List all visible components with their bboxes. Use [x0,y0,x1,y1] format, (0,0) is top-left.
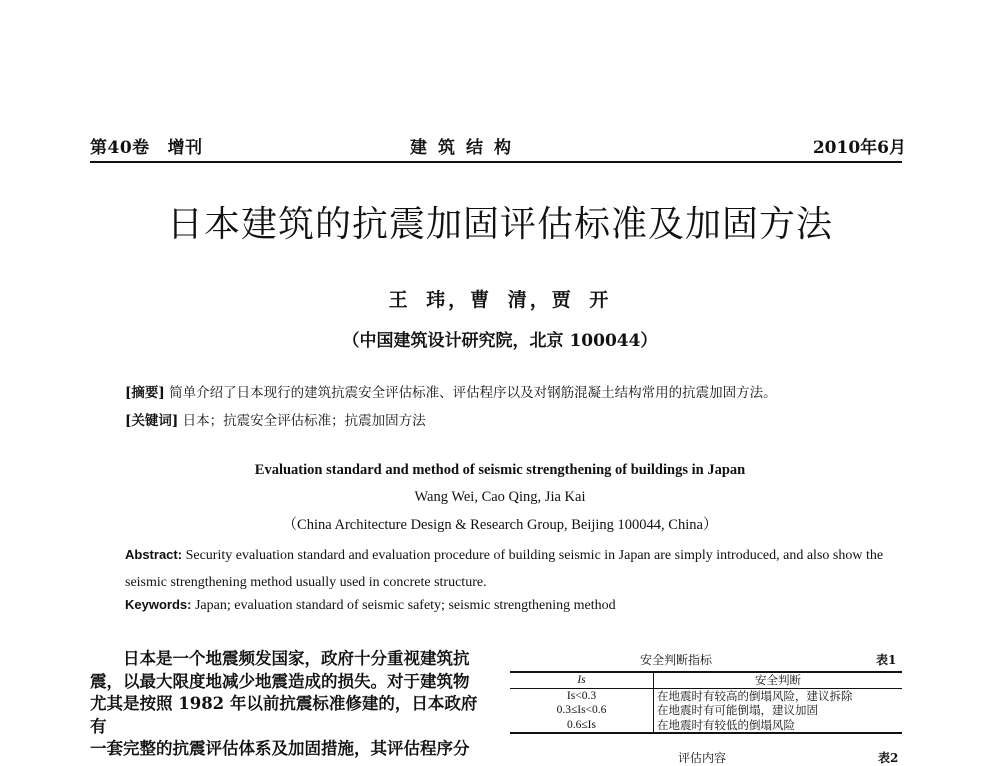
table-cell: 在地震时有较低的倒塌风险 [657,717,795,732]
body-column-left [90,648,490,761]
table-cell: Is<0.3 [510,688,654,703]
authors: 王 玮，曹 清，贾 开 [388,289,612,311]
en-title: Evaluation standard and method of seismic strengthening of buildings in Japan [254,462,746,478]
en-authors: Wang Wei, Cao Qing, Jia Kai [414,489,586,505]
header-rule [90,161,902,163]
cn-abstract [125,381,777,401]
cn-keywords [125,409,426,429]
cn-abstract-text: 简单介绍了日本现行的建筑抗震安全评估标准、评估程序以及对钢筋混凝土结构常用的抗震加固方法。 [169,385,777,401]
table-cell: 在地震时有可能倒塌，建议加固 [657,703,818,717]
volume: 第40卷 [90,138,150,158]
en-keywords [125,597,616,614]
en-affiliation: （China Architecture Design & Research Group, Beijing 100044, China） [282,517,718,533]
table1-caption: 安全判断指标 [640,653,713,667]
table-row [510,703,902,718]
en-abstract-label: Abstract: [125,547,183,562]
body-line: 尤其是按照 1982 年以前抗震标准修建的，日本政府有 [90,694,478,736]
table-cell: 在地震时有较高的倒塌风险，建议拆除 [657,688,853,703]
table2-caption: 评估内容 [678,751,727,765]
table-header-row [510,672,902,688]
cn-keywords-text: 日本；抗震安全评估标准；抗震加固方法 [182,413,426,429]
en-abstract-text: Security evaluation standard and evaluation procedure of building seismic in Japan are simply introduced, and also show the seismic strengthening method usually used in concrete structure. [125,548,884,590]
en-abstract [125,541,885,596]
body-line: 震，以最大限度地减少地震造成的损失。对于建筑物 [90,671,470,691]
issue: 增刊 [167,138,203,158]
table1-number: 表1 [876,653,897,667]
running-header-journal: 建筑结构 [410,138,522,158]
table-row [510,688,902,703]
en-keywords-text: Japan; evaluation standard of seismic safety; seismic strengthening method [194,598,616,613]
table-cell: 0.6≤Is [510,718,654,734]
table2-number: 表2 [878,751,899,765]
cn-keywords-label: [关键词] [125,413,179,429]
table-row [510,718,902,734]
table-header-cell: 安全判断 [755,673,801,687]
table-header-cell: Is [510,672,654,688]
running-header-volume [90,133,203,158]
cn-abstract-label: [摘要] [125,385,165,401]
affiliation: （中国建筑设计研究院，北京 100044） [342,331,658,351]
paper-title: 日本建筑的抗震加固评估标准及加固方法 [166,204,833,245]
table-cell: 0.3≤Is<0.6 [510,703,654,718]
running-header-date: 2010年6月 [812,138,906,158]
en-keywords-label: Keywords: [125,597,192,612]
table1 [510,671,902,734]
body-line: 日本是一个地震频发国家，政府十分重视建筑抗 [123,649,470,668]
body-line: 一套完整的抗震评估体系及加固措施，其评估程序分 [90,739,470,758]
